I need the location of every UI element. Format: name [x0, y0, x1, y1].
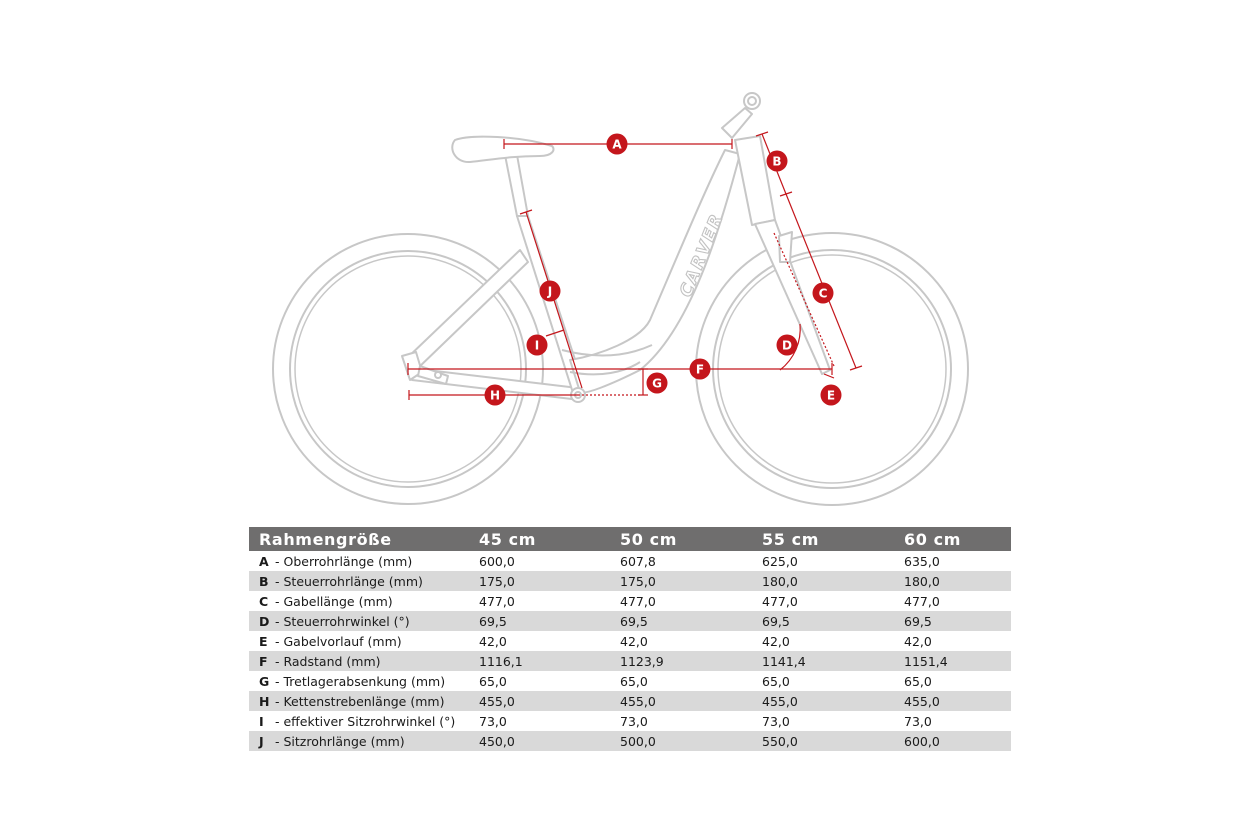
- cell-45: 1116,1: [477, 651, 618, 671]
- cell-55: 180,0: [760, 571, 902, 591]
- cell-50: 607,8: [620, 553, 656, 569]
- table-row: [249, 631, 1011, 651]
- row-label: [249, 651, 477, 671]
- table-row: [249, 611, 1011, 631]
- row-code: G: [259, 673, 270, 689]
- row-label: [249, 551, 477, 571]
- table-header: [249, 527, 1011, 551]
- cell-50: 42,0: [620, 633, 648, 649]
- row-code: C: [259, 593, 269, 609]
- cell-45: 477,0: [479, 593, 515, 609]
- cell-60: 73,0: [904, 713, 932, 729]
- cell-60: 477,0: [904, 593, 940, 609]
- row-label: [249, 711, 477, 731]
- cell-50: 1123,9: [618, 651, 760, 671]
- row-label: [249, 691, 477, 711]
- cell-55: 625,0: [762, 553, 798, 569]
- cell-50: 500,0: [618, 731, 760, 751]
- cell-55: 69,5: [760, 611, 902, 631]
- geometry-table: [249, 527, 1011, 751]
- row-label-text: - Sitzrohrlänge (mm): [275, 733, 405, 749]
- marker-c: [813, 283, 834, 304]
- cell-55: 455,0: [760, 691, 902, 711]
- cell-60: 42,0: [904, 633, 932, 649]
- marker-d: [777, 335, 798, 356]
- cell-45: 455,0: [477, 691, 618, 711]
- cell-45: 175,0: [477, 571, 618, 591]
- row-label-text: - Gabellänge (mm): [275, 593, 393, 609]
- table-row: [249, 591, 1011, 611]
- row-code: D: [259, 613, 270, 629]
- row-label-text: - Steuerrohrwinkel (°): [275, 613, 410, 629]
- row-code: F: [259, 653, 268, 669]
- marker-f: [690, 359, 711, 380]
- row-label-text: - Steuerrohrlänge (mm): [275, 573, 423, 589]
- header-size-55: 55 cm: [760, 527, 902, 551]
- cell-55: 73,0: [762, 713, 790, 729]
- cell-45: 42,0: [479, 633, 507, 649]
- marker-e: [821, 385, 842, 406]
- svg-text:H: H: [489, 388, 501, 403]
- cell-50: 455,0: [618, 691, 760, 711]
- marker-j: [540, 281, 561, 302]
- cell-60: 69,5: [902, 611, 1011, 631]
- cell-50: 65,0: [620, 673, 648, 689]
- table-row: [249, 711, 1011, 731]
- svg-text:B: B: [772, 154, 782, 169]
- row-code: A: [259, 553, 269, 569]
- table-row: [249, 691, 1011, 711]
- cell-50: 69,5: [618, 611, 760, 631]
- row-label-text: - Kettenstrebenlänge (mm): [275, 693, 445, 709]
- cell-45: 600,0: [479, 553, 515, 569]
- svg-text:C: C: [818, 286, 828, 301]
- row-label: [249, 611, 477, 631]
- cell-45: 65,0: [479, 673, 507, 689]
- row-label-text: - Oberrohrlänge (mm): [275, 553, 413, 569]
- brand-logo: CARVER: [676, 210, 728, 300]
- row-code: I: [259, 713, 264, 729]
- svg-text:G: G: [652, 376, 662, 391]
- table-row: [249, 671, 1011, 691]
- svg-text:I: I: [534, 338, 540, 353]
- header-size-50: 50 cm: [618, 527, 760, 551]
- cell-45: 450,0: [477, 731, 618, 751]
- cell-50: 477,0: [620, 593, 656, 609]
- svg-text:F: F: [695, 362, 705, 377]
- row-code: H: [259, 693, 270, 709]
- cell-60: 635,0: [904, 553, 940, 569]
- table-row: [249, 651, 1011, 671]
- header-size-45: 45 cm: [477, 527, 618, 551]
- header-size-60: 60 cm: [902, 527, 1011, 551]
- table-row: [249, 731, 1011, 751]
- table-row: [249, 551, 1011, 571]
- row-code: J: [259, 733, 264, 749]
- cell-60: 65,0: [904, 673, 932, 689]
- cell-55: 477,0: [762, 593, 798, 609]
- row-label: [249, 571, 477, 591]
- row-label: [249, 591, 477, 611]
- cell-45: 69,5: [477, 611, 618, 631]
- svg-text:A: A: [612, 137, 622, 152]
- row-label: [249, 731, 477, 751]
- svg-text:D: D: [782, 338, 792, 353]
- row-label-text: - Tretlagerabsenkung (mm): [275, 673, 446, 689]
- row-code: E: [259, 633, 268, 649]
- cell-50: 73,0: [620, 713, 648, 729]
- cell-45: 73,0: [479, 713, 507, 729]
- marker-i: [527, 335, 548, 356]
- row-label-text: - Radstand (mm): [275, 653, 381, 669]
- cell-60: 455,0: [902, 691, 1011, 711]
- cell-60: 180,0: [902, 571, 1011, 591]
- marker-a: [607, 134, 628, 155]
- cell-55: 65,0: [762, 673, 790, 689]
- cell-55: 550,0: [760, 731, 902, 751]
- header-frame-size: Rahmengröße: [249, 527, 477, 551]
- row-label: [249, 631, 477, 651]
- svg-text:E: E: [826, 388, 836, 403]
- cell-60: 600,0: [902, 731, 1011, 751]
- cell-55: 42,0: [762, 633, 790, 649]
- row-label-text: - Gabelvorlauf (mm): [275, 633, 402, 649]
- row-label-text: - effektiver Sitzrohrwinkel (°): [275, 713, 456, 729]
- marker-b: [767, 151, 788, 172]
- cell-60: 1151,4: [902, 651, 1011, 671]
- marker-g: [647, 373, 668, 394]
- row-code: B: [259, 573, 269, 589]
- cell-50: 175,0: [618, 571, 760, 591]
- row-label: [249, 671, 477, 691]
- table-row: [249, 571, 1011, 591]
- svg-text:J: J: [547, 284, 553, 299]
- marker-h: [485, 385, 506, 406]
- cell-55: 1141,4: [760, 651, 902, 671]
